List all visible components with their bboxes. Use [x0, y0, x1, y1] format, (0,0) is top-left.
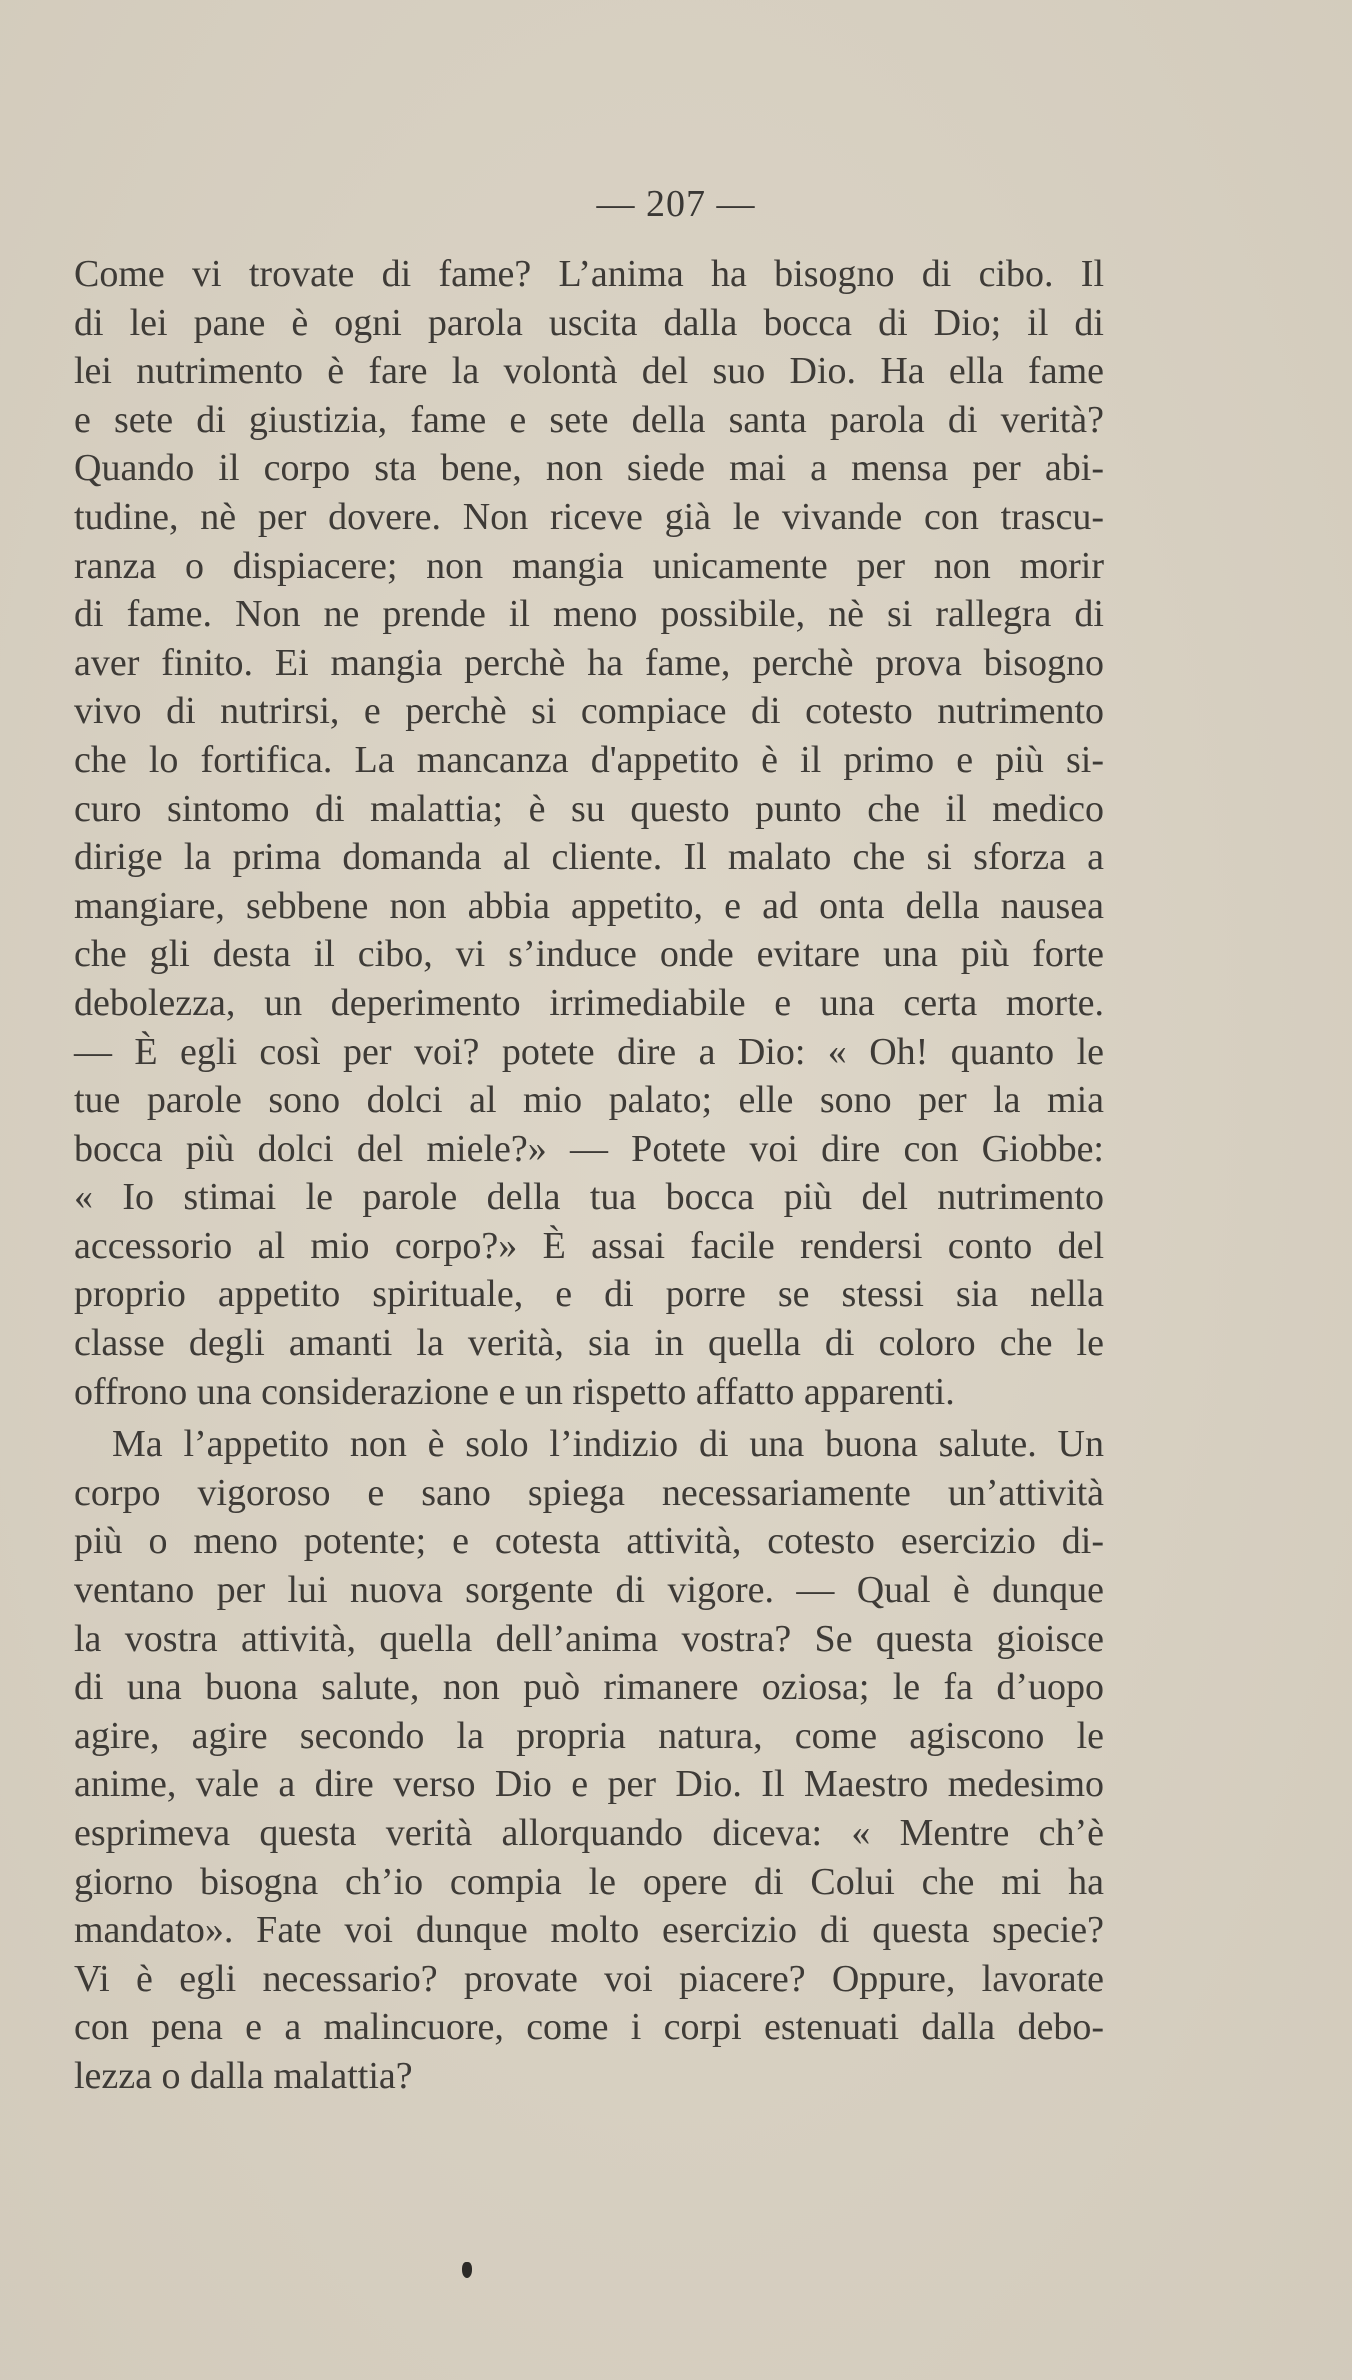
text-line: più o meno potente; e cotesta attività, cotesto esercizio di-: [74, 1520, 1104, 1563]
text-line: la vostra attività, quella dell’anima vostra? Se questa gioisce: [74, 1617, 1104, 1660]
body-text: [74, 250, 1104, 2101]
text-line: dirige la prima domanda al cliente. Il malato che si sforza a: [74, 836, 1104, 879]
page-number: — 207 —: [596, 183, 756, 225]
text-line: di fame. Non ne prende il meno possibile, nè si rallegra di: [74, 593, 1104, 636]
paragraph: [74, 250, 1104, 1416]
text-line: ranza o dispiacere; non mangia unicamente per non morir: [74, 544, 1104, 587]
text-line: debolezza, un deperimento irrimediabile e una certa morte.: [74, 981, 1104, 1024]
text-line: Vi è egli necessario? provate voi piacere? Oppure, lavorate: [74, 1957, 1104, 2000]
text-line: mangiare, sebbene non abbia appetito, e ad onta della nausea: [74, 884, 1104, 927]
text-line: Ma l’appetito non è solo l’indizio di una buona salute. Un: [112, 1423, 1104, 1466]
text-line: lezza o dalla malattia?: [74, 2054, 413, 2097]
text-line: tue parole sono dolci al mio palato; elle sono per la mia: [74, 1079, 1104, 1122]
text-line: bocca più dolci del miele?» — Potete voi dire con Giobbe:: [74, 1127, 1104, 1170]
text-line: lei nutrimento è fare la volontà del suo Dio. Ha ella fame: [74, 350, 1104, 393]
text-line: aver finito. Ei mangia perchè ha fame, perchè prova bisogno: [74, 641, 1104, 684]
text-line: mandato». Fate voi dunque molto esercizio di questa specie?: [74, 1909, 1104, 1952]
text-line: che gli desta il cibo, vi s’induce onde evitare una più forte: [74, 933, 1104, 976]
text-line: di lei pane è ogni parola uscita dalla bocca di Dio; il di: [74, 301, 1104, 344]
text-line: Come vi trovate di fame? L’anima ha bisogno di cibo. Il: [74, 253, 1104, 295]
text-line: « Io stimai le parole della tua bocca più del nutrimento: [74, 1176, 1104, 1219]
text-line: — È egli così per voi? potete dire a Dio: « Oh! quanto le: [74, 1030, 1104, 1073]
text-line: offrono una considerazione e un rispetto affatto apparenti.: [74, 1370, 955, 1413]
text-line: agire, agire secondo la propria natura, come agiscono le: [74, 1714, 1104, 1757]
text-line: ventano per lui nuova sorgente di vigore. — Qual è dunque: [74, 1569, 1104, 1612]
text-line: curo sintomo di malattia; è su questo punto che il medico: [74, 787, 1104, 830]
paragraph: [74, 1420, 1104, 2100]
text-line: e sete di giustizia, fame e sete della santa parola di verità?: [74, 398, 1104, 441]
text-line: che lo fortifica. La mancanza d'appetito è il primo e più si-: [74, 738, 1104, 781]
ink-mark-icon: [462, 2262, 472, 2278]
text-line: accessorio al mio corpo?» È assai facile rendersi conto del: [74, 1224, 1104, 1267]
text-line: classe degli amanti la verità, sia in quella di coloro che le: [74, 1322, 1104, 1365]
text-line: giorno bisogna ch’io compia le opere di Colui che mi ha: [74, 1860, 1104, 1903]
text-line: di una buona salute, non può rimanere oziosa; le fa d’uopo: [74, 1666, 1104, 1709]
text-line: Quando il corpo sta bene, non siede mai a mensa per abi-: [74, 447, 1104, 490]
text-line: anime, vale a dire verso Dio e per Dio. Il Maestro medesimo: [74, 1763, 1104, 1806]
text-line: con pena e a malincuore, come i corpi estenuati dalla debo-: [74, 2006, 1104, 2049]
text-line: vivo di nutrirsi, e perchè si compiace di cotesto nutrimento: [74, 690, 1104, 733]
text-line: proprio appetito spirituale, e di porre se stessi sia nella: [74, 1273, 1104, 1316]
text-line: tudine, nè per dovere. Non riceve già le vivande con trascu-: [74, 495, 1104, 538]
text-line: corpo vigoroso e sano spiega necessariamente un’attività: [74, 1471, 1104, 1514]
text-line: esprimeva questa verità allorquando diceva: « Mentre ch’è: [74, 1812, 1104, 1854]
